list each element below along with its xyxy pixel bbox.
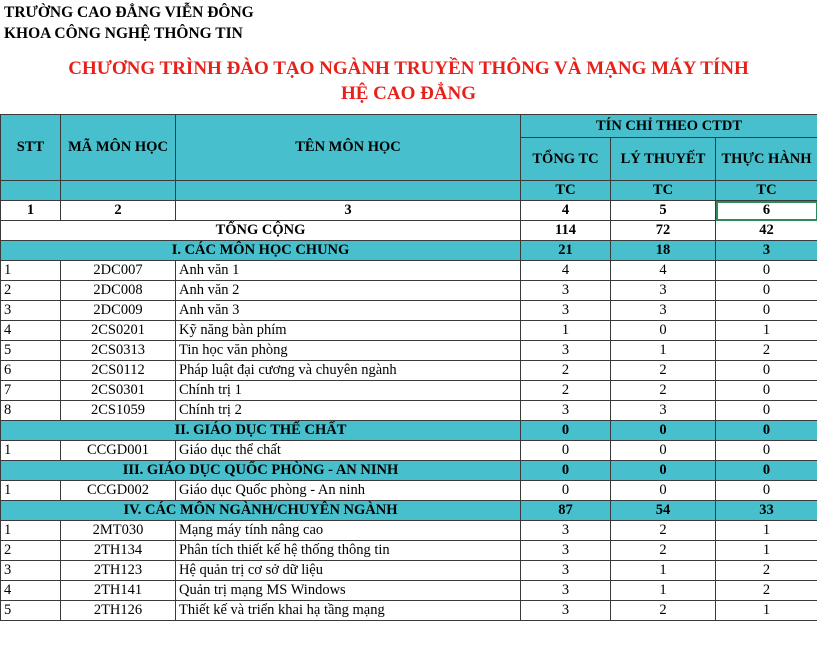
section-practice-credits[interactable]: 0	[716, 421, 817, 441]
section-header-row	[1, 241, 817, 261]
course-name[interactable]: Anh văn 3	[176, 301, 521, 321]
course-stt[interactable]: 2	[1, 541, 61, 561]
course-code[interactable]: 2CS0201	[61, 321, 176, 341]
school-name: TRƯỜNG CAO ĐẲNG VIỄN ĐÔNG	[4, 4, 254, 21]
section-title[interactable]: IV. CÁC MÔN NGÀNH/CHUYÊN NGÀNH	[1, 501, 521, 521]
course-practice-credits[interactable]: 1	[716, 601, 817, 621]
course-stt[interactable]: 3	[1, 561, 61, 581]
section-header-row	[1, 421, 817, 441]
course-total-credits[interactable]: 3	[521, 281, 611, 301]
unit-blank-cell[interactable]	[176, 181, 521, 201]
unit-row	[1, 181, 817, 201]
course-theory-credits[interactable]: 1	[611, 341, 716, 361]
course-stt[interactable]: 5	[1, 601, 61, 621]
course-row	[1, 261, 817, 281]
faculty-name: KHOA CÔNG NGHỆ THÔNG TIN	[4, 25, 243, 42]
course-theory-credits[interactable]: 3	[611, 301, 716, 321]
section-total-credits[interactable]: 21	[521, 241, 611, 261]
header-practice[interactable]: THỰC HÀNH	[716, 138, 817, 181]
section-practice-credits[interactable]: 3	[716, 241, 817, 261]
course-total-credits[interactable]: 2	[521, 381, 611, 401]
course-name[interactable]: Giáo dục thể chất	[176, 441, 521, 461]
course-row	[1, 401, 817, 421]
section-theory-credits[interactable]: 0	[611, 421, 716, 441]
course-stt[interactable]: 1	[1, 481, 61, 501]
course-code[interactable]: 2CS1059	[61, 401, 176, 421]
course-practice-credits[interactable]: 0	[716, 441, 817, 461]
course-practice-credits[interactable]: 0	[716, 381, 817, 401]
course-name[interactable]: Thiết kế và triển khai hạ tầng mạng	[176, 601, 521, 621]
course-practice-credits[interactable]: 1	[716, 521, 817, 541]
course-code[interactable]: 2TH134	[61, 541, 176, 561]
section-title[interactable]: II. GIÁO DỤC THỂ CHẤT	[1, 421, 521, 441]
course-stt[interactable]: 8	[1, 401, 61, 421]
section-theory-credits[interactable]: 54	[611, 501, 716, 521]
grand-total-credits[interactable]: 114	[521, 221, 611, 241]
header-credits-group[interactable]: TÍN CHỈ THEO CTDT	[521, 115, 817, 138]
course-practice-credits[interactable]: 1	[716, 321, 817, 341]
course-code[interactable]: 2TH141	[61, 581, 176, 601]
column-number[interactable]: 2	[61, 201, 176, 221]
course-practice-credits[interactable]: 0	[716, 301, 817, 321]
course-name[interactable]: Chính trị 2	[176, 401, 521, 421]
course-total-credits[interactable]: 2	[521, 361, 611, 381]
course-name[interactable]: Hệ quản trị cơ sở dữ liệu	[176, 561, 521, 581]
course-name[interactable]: Quản trị mạng MS Windows	[176, 581, 521, 601]
course-practice-credits[interactable]: 0	[716, 261, 817, 281]
course-row	[1, 341, 817, 361]
unit-total[interactable]: TC	[521, 181, 611, 201]
column-number[interactable]: 3	[176, 201, 521, 221]
course-name[interactable]: Chính trị 1	[176, 381, 521, 401]
course-practice-credits[interactable]: 0	[716, 401, 817, 421]
header-stt[interactable]: STT	[1, 115, 61, 181]
header-theory[interactable]: LÝ THUYẾT	[611, 138, 716, 181]
course-total-credits[interactable]: 3	[521, 601, 611, 621]
course-total-credits[interactable]: 3	[521, 341, 611, 361]
grand-total-row	[1, 221, 817, 241]
curriculum-table	[0, 114, 817, 621]
course-practice-credits[interactable]: 1	[716, 541, 817, 561]
course-theory-credits[interactable]: 2	[611, 601, 716, 621]
header-code[interactable]: MÃ MÔN HỌC	[61, 115, 176, 181]
course-total-credits[interactable]: 3	[521, 541, 611, 561]
course-total-credits[interactable]: 3	[521, 301, 611, 321]
course-code[interactable]: 2DC009	[61, 301, 176, 321]
section-practice-credits[interactable]: 33	[716, 501, 817, 521]
course-stt[interactable]: 1	[1, 441, 61, 461]
section-title[interactable]: I. CÁC MÔN HỌC CHUNG	[1, 241, 521, 261]
header-total[interactable]: TỔNG TC	[521, 138, 611, 181]
course-practice-credits[interactable]: 0	[716, 481, 817, 501]
header-row	[1, 115, 817, 138]
program-subtitle: HỆ CAO ĐẲNG	[340, 83, 477, 104]
course-theory-credits[interactable]: 2	[611, 541, 716, 561]
course-code[interactable]: CCGD002	[61, 481, 176, 501]
course-name[interactable]: Anh văn 2	[176, 281, 521, 301]
section-practice-credits[interactable]: 0	[716, 461, 817, 481]
section-total-credits[interactable]: 0	[521, 421, 611, 441]
course-total-credits[interactable]: 4	[521, 261, 611, 281]
grand-total-practice[interactable]: 42	[716, 221, 817, 241]
course-row	[1, 541, 817, 561]
course-row	[1, 281, 817, 301]
course-name[interactable]: Anh văn 1	[176, 261, 521, 281]
course-theory-credits[interactable]: 0	[611, 481, 716, 501]
section-header-row	[1, 501, 817, 521]
unit-blank-cell[interactable]	[1, 181, 61, 201]
course-row	[1, 361, 817, 381]
course-stt[interactable]: 2	[1, 281, 61, 301]
course-name[interactable]: Kỹ năng bàn phím	[176, 321, 521, 341]
course-name[interactable]: Phân tích thiết kế hệ thống thông tin	[176, 541, 521, 561]
course-practice-credits[interactable]: 2	[716, 581, 817, 601]
section-theory-credits[interactable]: 18	[611, 241, 716, 261]
course-total-credits[interactable]: 3	[521, 521, 611, 541]
course-theory-credits[interactable]: 2	[611, 361, 716, 381]
course-stt[interactable]: 4	[1, 321, 61, 341]
column-number-selected-cell[interactable]: 6	[716, 201, 817, 221]
section-total-credits[interactable]: 0	[521, 461, 611, 481]
course-stt[interactable]: 4	[1, 581, 61, 601]
unit-practice[interactable]: TC	[716, 181, 817, 201]
course-theory-credits[interactable]: 0	[611, 441, 716, 461]
course-stt[interactable]: 6	[1, 361, 61, 381]
course-code[interactable]: 2CS0301	[61, 381, 176, 401]
header-name[interactable]: TÊN MÔN HỌC	[176, 115, 521, 181]
course-code[interactable]: 2TH126	[61, 601, 176, 621]
section-header-row	[1, 461, 817, 481]
course-practice-credits[interactable]: 2	[716, 341, 817, 361]
course-theory-credits[interactable]: 1	[611, 561, 716, 581]
section-theory-credits[interactable]: 0	[611, 461, 716, 481]
course-theory-credits[interactable]: 3	[611, 401, 716, 421]
unit-blank-cell[interactable]	[61, 181, 176, 201]
course-practice-credits[interactable]: 0	[716, 361, 817, 381]
course-code[interactable]: 2DC007	[61, 261, 176, 281]
course-name[interactable]: Pháp luật đại cương và chuyên ngành	[176, 361, 521, 381]
column-number[interactable]: 5	[611, 201, 716, 221]
course-theory-credits[interactable]: 0	[611, 321, 716, 341]
course-name[interactable]: Mạng máy tính nâng cao	[176, 521, 521, 541]
course-stt[interactable]: 3	[1, 301, 61, 321]
column-number-row	[1, 201, 817, 221]
section-title[interactable]: III. GIÁO DỤC QUỐC PHÒNG - AN NINH	[1, 461, 521, 481]
course-code[interactable]: CCGD001	[61, 441, 176, 461]
course-row	[1, 521, 817, 541]
course-row	[1, 481, 817, 501]
course-theory-credits[interactable]: 3	[611, 281, 716, 301]
column-number[interactable]: 1	[1, 201, 61, 221]
course-theory-credits[interactable]: 2	[611, 381, 716, 401]
course-theory-credits[interactable]: 1	[611, 581, 716, 601]
course-total-credits[interactable]: 0	[521, 481, 611, 501]
course-row	[1, 561, 817, 581]
course-theory-credits[interactable]: 4	[611, 261, 716, 281]
course-row	[1, 301, 817, 321]
course-code[interactable]: 2CS0112	[61, 361, 176, 381]
grand-total-theory[interactable]: 72	[611, 221, 716, 241]
course-stt[interactable]: 5	[1, 341, 61, 361]
course-code[interactable]: 2CS0313	[61, 341, 176, 361]
course-code[interactable]: 2MT030	[61, 521, 176, 541]
course-total-credits[interactable]: 0	[521, 441, 611, 461]
grand-total-label[interactable]: TỔNG CỘNG	[1, 221, 521, 241]
course-code[interactable]: 2DC008	[61, 281, 176, 301]
column-number[interactable]: 4	[521, 201, 611, 221]
course-row	[1, 381, 817, 401]
course-name[interactable]: Tin học văn phòng	[176, 341, 521, 361]
course-stt[interactable]: 1	[1, 521, 61, 541]
course-name[interactable]: Giáo dục Quốc phòng - An ninh	[176, 481, 521, 501]
course-row	[1, 441, 817, 461]
course-total-credits[interactable]: 3	[521, 581, 611, 601]
course-total-credits[interactable]: 3	[521, 401, 611, 421]
program-title: CHƯƠNG TRÌNH ĐÀO TẠO NGÀNH TRUYỀN THÔNG VÀ MẠNG MÁY TÍNH	[68, 58, 749, 79]
course-stt[interactable]: 1	[1, 261, 61, 281]
course-theory-credits[interactable]: 2	[611, 521, 716, 541]
course-practice-credits[interactable]: 0	[716, 281, 817, 301]
course-practice-credits[interactable]: 2	[716, 561, 817, 581]
course-code[interactable]: 2TH123	[61, 561, 176, 581]
course-row	[1, 601, 817, 621]
section-total-credits[interactable]: 87	[521, 501, 611, 521]
unit-theory[interactable]: TC	[611, 181, 716, 201]
course-total-credits[interactable]: 3	[521, 561, 611, 581]
course-total-credits[interactable]: 1	[521, 321, 611, 341]
course-stt[interactable]: 7	[1, 381, 61, 401]
course-row	[1, 581, 817, 601]
course-row	[1, 321, 817, 341]
